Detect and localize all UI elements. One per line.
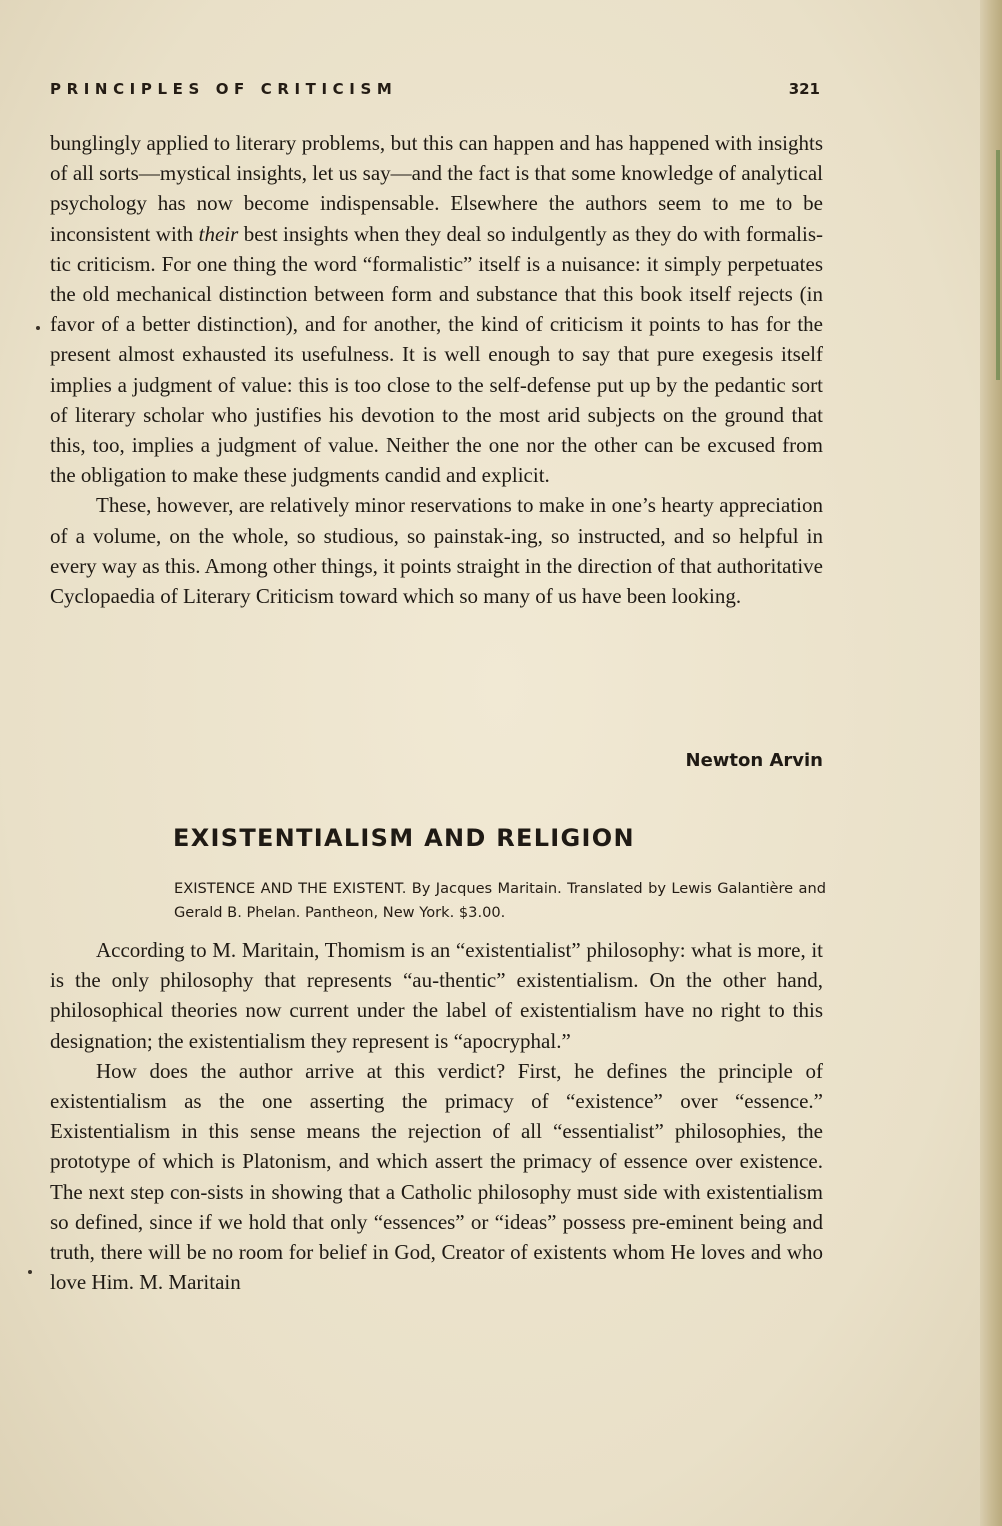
text-line: philosophy: what is more, it is the only philosophy that represents “au- [50, 938, 824, 993]
section-title: EXISTENTIALISM AND RELIGION [173, 824, 635, 852]
review-paragraph [50, 1056, 823, 1298]
text-line: defense put up by the pedantic sort of literary scholar who justifies his [50, 372, 824, 427]
reviewer-signature: Newton Arvin [685, 750, 823, 771]
text-line: These, however, are relatively minor reservations to make in one’s [96, 493, 656, 518]
text-line: the existentialism they represent is “apocryphal.” [157, 1028, 571, 1053]
text-line: eminent being and truth, there will be no room for belief in God, [50, 1209, 823, 1265]
text-line: thentic” existentialism. On the other hand, philosophical theories now [50, 968, 823, 1023]
text-line: According to M. Maritain, Thomism is an “existentialist” [96, 938, 581, 962]
text-line: bunglingly applied to literary problems, but this can happen and has [50, 131, 624, 155]
margin-dot [36, 326, 40, 330]
text-line: sists in showing that a Catholic philosophy must side with existentialism [207, 1179, 823, 1204]
review-body-existentialism [50, 935, 823, 1297]
text-line: Creator of existents whom He loves and who love Him. M. Maritain [50, 1240, 823, 1295]
text-line: “essentialist” philosophies, the prototype of which is Platonism, and [50, 1119, 823, 1174]
margin-dot [28, 1270, 32, 1274]
review-paragraph [50, 935, 823, 1056]
review-paragraph [50, 490, 823, 611]
text-line: How does the author arrive at this verdict? First, he defines the [96, 1058, 706, 1083]
spine-tint [996, 150, 1000, 380]
book-reference: EXISTENCE AND THE EXISTENT. By Jacques Maritain. Translated by Lewis Galantière and Gerald B. Phelan. Pantheon, New York. $3.00. [174, 880, 826, 921]
text-line: substance that this book itself rejects (in favor of a better distinction), [50, 282, 824, 337]
text-line: exegesis itself implies a judgment of value: this is too close to the self- [50, 342, 823, 397]
review-body-arvin [50, 128, 823, 611]
text-line: happened with insights of all sorts—mystical insights, let us say—and [50, 131, 824, 186]
page-number: 321 [788, 80, 820, 98]
text-line: tic criticism. For one thing the word “formalistic” itself is a nuisance: it [50, 251, 659, 276]
text-line: their best insights when they deal so indulgently as they do with formalis- [198, 221, 823, 246]
text-line: things, it points straight in the direction of that authoritative Cyclopaedia [50, 553, 823, 609]
text-line: of Literary Criticism toward which so many of us have been looking. [160, 584, 742, 609]
text-line: over “essence.” Existentialism in this sense means the rejection of all [50, 1089, 824, 1144]
text-line: almost exhausted its usefulness. It is well enough to say that pure [118, 342, 695, 367]
text-line: which assert the primacy of essence over existence. The next step con- [50, 1149, 824, 1204]
text-line: so defined, since if we hold that only “essences” or “ideas” possess pre- [50, 1209, 666, 1234]
text-line: ing, so instructed, and so helpful in every way as this. Among other [50, 523, 823, 578]
text-line: current under the label of existentialism have no right to this designation; [50, 998, 823, 1053]
text-line: from the obligation to make these judgments candid and explicit. [50, 433, 823, 488]
text-line: the fact is that some knowledge of analytical psychology has now become [50, 161, 823, 216]
text-line: devotion to the most arid subjects on the ground that this, too, implies [50, 402, 824, 458]
text-line: indispensable. Elsewhere the authors seem to me to be inconsistent with [50, 191, 823, 246]
review-paragraph [50, 128, 823, 490]
page-header [50, 80, 820, 108]
text-line: simply perpetuates the old mechanical distinction between form and [50, 251, 823, 307]
running-head: PRINCIPLES OF CRITICISM [50, 80, 398, 98]
text-line: a judgment of value. Neither the one nor the other can be excused [200, 433, 776, 458]
text-line: hearty appreciation of a volume, on the whole, so studious, so painstak- [50, 493, 823, 548]
text-line: and for another, the kind of criticism it points to has for the present [50, 312, 823, 367]
text-line: principle of existentialism as the one asserting the primacy of “existence” [50, 1058, 824, 1114]
